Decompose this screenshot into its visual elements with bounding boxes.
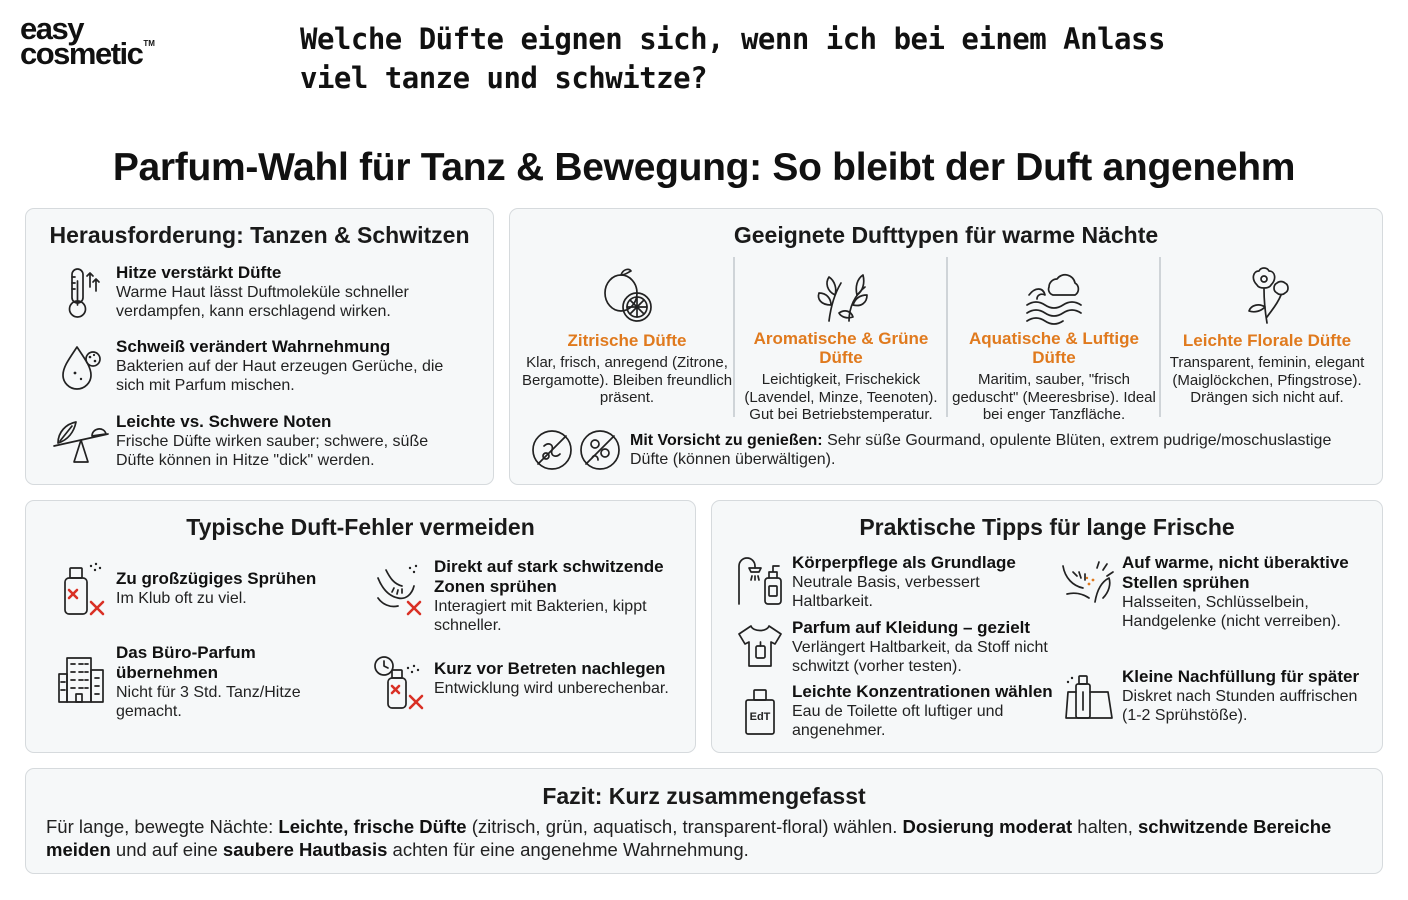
fragrance-type-card [947,257,1161,424]
summary-emphasis: Leichte, frische Düfte [278,816,467,837]
armpit-spray-x-icon [372,558,428,616]
tip-item [728,553,1058,611]
tip-item [1054,667,1374,727]
fragrance-type-desc: Maritim, sauber, "frisch geduscht" (Meeresbrise). Ideal bei enger Tanzfläche. [952,371,1156,423]
challenge-item [46,263,486,323]
summary-text [46,815,1366,861]
challenge-item [46,412,486,472]
no-opulent-flower-icon [578,428,622,472]
challenge-item-text: Bakterien auf der Haut erzeugen Gerüche, die sich mit Parfum mischen. [116,358,444,394]
caution-text: Sehr süße Gourmand, opulente Blüten, extrem pudrige/moschuslastige Düfte (können überwältigen). [630,432,1332,468]
challenge-item-text: Frische Düfte wirken sauber; schwere, süße Düfte können in Hitze "dick" werden. [116,433,429,469]
thermometer-icon [61,265,101,321]
fragrance-type-desc: Klar, frisch, anregend (Zitrone, Bergamotte). Bleiben freundlich präsent. [521,354,733,406]
tips-title: Praktische Tipps für lange Frische [859,514,1235,540]
tip-item-title: Auf warme, nicht überaktive Stellen sprühen [1122,553,1349,592]
mistake-item-title: Das Büro-Parfum übernehmen [116,643,256,682]
fragrance-type-desc: Leichtigkeit, Frischekick (Lavendel, Minze, Teenoten). Gut bei Betriebstemperatur. [744,371,938,423]
citrus-icon [597,265,657,325]
balance-scale-icon [50,416,112,468]
tshirt-icon [735,622,785,670]
summary-part: (zitrisch, grün, aquatisch, transparent-floral) wählen. [466,816,903,837]
office-building-icon [55,652,109,704]
challenge-title: Herausforderung: Tanzen & Schwitzen [49,222,470,248]
fragrance-type-name: Aromatische & Grüne Düfte [753,329,929,367]
challenge-item-title: Schweiß verändert Wahrnehmung [116,337,391,356]
logo-line-1: easy [20,11,83,46]
tip-item-text: Neutrale Basis, verbessert Haltbarkeit. [792,574,980,610]
mistake-item-text: Interagiert mit Bakterien, kippt schneller. [434,598,647,634]
user-question: Welche Düfte eignen sich, wenn ich bei einem Anlass viel tanze und schwitze? [300,22,1165,95]
neck-spray-icon [1059,558,1117,608]
tips-panel [711,500,1383,753]
fragrance-type-card [734,257,948,424]
sweat-drop-icon [55,341,107,393]
page-title: Parfum-Wahl für Tanz & Bewegung: So bleibt der Duft angenehm [112,146,1296,189]
edt-badge: EdT [749,711,771,723]
clock-spray-x-icon [372,654,428,712]
summary-emphasis: saubere Hautbasis [222,839,388,860]
summary-part: halten, [1072,816,1138,837]
tip-item-title: Kleine Nachfüllung für später [1122,667,1360,686]
spray-x-icon [55,560,109,618]
fragrance-type-desc: Transparent, feminin, elegant (Maiglöckchen, Pfingstrose). Drängen sich nicht auf. [1169,354,1365,406]
waves-icon [1023,265,1085,325]
challenge-item-title: Hitze verstärkt Düfte [116,263,282,282]
logo-trademark: TM [143,39,155,49]
caution-row [528,427,1368,473]
challenge-item-text: Warme Haut lässt Duftmoleküle schneller verdampfen, kann erschlagend wirken. [116,284,409,320]
shower-icon [733,554,787,608]
summary-emphasis: Dosierung moderat [902,816,1073,837]
herbs-icon [811,265,871,325]
summary-title: Fazit: Kurz zusammengefasst [542,783,866,809]
summary-part: achten für eine angenehme Wahrnehmung. [387,839,749,860]
flower-icon [1237,265,1297,325]
tip-item-text: Verlängert Haltbarkeit, da Stoff nicht schwitzt (vorher testen). [792,639,1048,675]
tip-item-title: Körperpflege als Grundlage [792,553,1016,572]
challenge-item [46,337,486,397]
tip-item-text: Diskret nach Stunden auffrischen (1-2 Sprühstöße). [1122,688,1358,724]
fragrance-type-name: Zitrische Düfte [567,331,687,350]
fragrance-type-card [1160,257,1374,407]
tip-item [728,682,1058,740]
fragrance-types-panel [509,208,1383,485]
mistake-item-text: Im Klub oft zu viel. [116,590,247,607]
summary-part: Für lange, bewegte Nächte: [46,816,279,837]
mistake-item [366,653,686,713]
mistake-item-title: Direkt auf stark schwitzende Zonen sprühen [434,557,664,596]
mistakes-title: Typische Duft-Fehler vermeiden [186,514,535,540]
challenge-panel [25,208,494,485]
mistake-item-text: Entwicklung wird unberechenbar. [434,680,669,697]
fragrance-type-card [520,257,734,407]
tip-item-text: Eau de Toilette oft luftiger und angenehmer. [792,703,1004,739]
tip-item-text: Halsseiten, Schlüsselbein, Handgelenke (nicht verreiben). [1122,594,1341,630]
mistake-item [366,557,686,635]
summary-emphasis: schwitzende Bereiche meiden [46,816,1332,860]
brand-logo [20,11,155,72]
mistake-item [48,643,348,721]
mistake-item-text: Nicht für 3 Std. Tanz/Hitze gemacht. [116,684,301,720]
mistake-item-title: Kurz vor Betreten nachlegen [434,659,666,678]
no-gourmand-icon [530,428,574,472]
tip-item-title: Leichte Konzentrationen wählen [792,682,1053,701]
fragrance-types-title: Geeignete Dufttypen für warme Nächte [733,222,1159,248]
mistake-item [48,559,348,619]
fragrance-type-name: Leichte Florale Düfte [1182,331,1352,350]
tip-item-title: Parfum auf Kleidung – gezielt [792,618,1031,637]
summary-part: und auf eine [110,839,223,860]
tip-item [728,618,1058,676]
fragrance-type-name: Aquatische & Luftige Düfte [968,329,1139,367]
travel-spray-icon [1060,672,1116,722]
mistake-item-title: Zu großzügiges Sprühen [116,569,317,588]
caution-label: Mit Vorsicht zu genießen: [630,432,823,449]
summary-panel [25,768,1383,874]
tip-item [1054,553,1374,631]
mistakes-panel [25,500,696,753]
challenge-item-title: Leichte vs. Schwere Noten [116,412,332,431]
logo-line-2: cosmetic [20,36,143,72]
edt-bottle-icon [740,686,780,736]
